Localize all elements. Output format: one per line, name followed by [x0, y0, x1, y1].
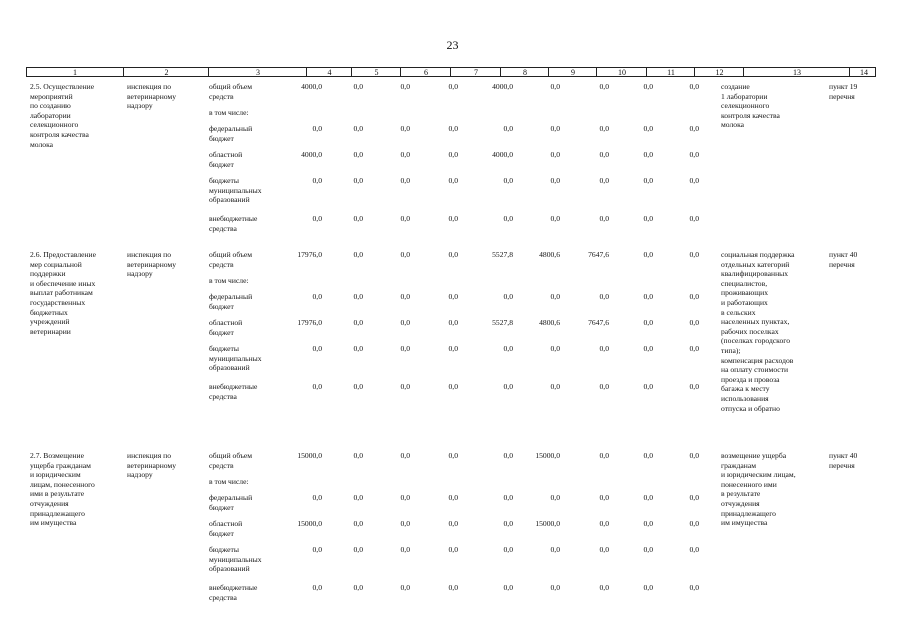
- funding-value: 0,0: [312, 545, 322, 554]
- funding-value: 0,0: [400, 493, 410, 502]
- funding-value: 0,0: [550, 82, 560, 91]
- header-col-1: 1: [73, 68, 77, 77]
- funding-value: 0,0: [599, 344, 609, 353]
- funding-value: 0,0: [353, 250, 363, 259]
- funding-value: 0,0: [503, 292, 513, 301]
- funding-value: 0,0: [353, 451, 363, 460]
- funding-value: 0,0: [643, 519, 653, 528]
- funding-value: 0,0: [643, 292, 653, 301]
- funding-value: 0,0: [643, 214, 653, 223]
- funding-source-label: федеральный бюджет: [209, 493, 253, 512]
- reference: пункт 40 перечня: [829, 250, 858, 269]
- header-col-9: 9: [548, 68, 597, 77]
- funding-value: 0,0: [448, 519, 458, 528]
- funding-value: 0,0: [353, 150, 363, 159]
- funding-value: 0,0: [448, 344, 458, 353]
- funding-value: 0,0: [353, 583, 363, 592]
- funding-value: 0,0: [312, 124, 322, 133]
- funding-source-label: в том числе:: [209, 276, 249, 285]
- header-col-8: 8: [500, 68, 549, 77]
- funding-value: 0,0: [550, 176, 560, 185]
- funding-value: 0,0: [643, 82, 653, 91]
- funding-value: 15000,0: [535, 451, 560, 460]
- funding-value: 0,0: [448, 214, 458, 223]
- funding-value: 0,0: [599, 176, 609, 185]
- funding-value: 0,0: [503, 545, 513, 554]
- header-col-3: 3: [208, 68, 307, 77]
- funding-value: 0,0: [400, 318, 410, 327]
- funding-value: 0,0: [448, 150, 458, 159]
- expected-result: социальная поддержка отдельных категорий квалифицированных специалистов, проживающих и работающих в сельских населенных пунктах, рабочих поселках (поселках городского типа); компенсация расходов на оплату стоимости проезда и провоза багажа к месту использования отпуска и обратно: [721, 250, 795, 413]
- header-col-10: 10: [596, 68, 647, 77]
- funding-value: 4000,0: [301, 150, 322, 159]
- funding-value: 0,0: [400, 250, 410, 259]
- funding-value: 0,0: [312, 176, 322, 185]
- funding-value: 7647,6: [588, 250, 609, 259]
- funding-value: 0,0: [689, 583, 699, 592]
- funding-value: 0,0: [689, 150, 699, 159]
- funding-value: 0,0: [448, 382, 458, 391]
- header-col-7: 7: [450, 68, 501, 77]
- measure-name: 2.6. Предоставление мер социальной поддержки и обеспечение иных выплат работникам государственных бюджетных учреждений ветеринарии: [30, 250, 96, 336]
- funding-value: 0,0: [503, 124, 513, 133]
- funding-value: 0,0: [400, 545, 410, 554]
- funding-source-label: бюджеты муниципальных образований: [209, 176, 262, 205]
- funding-source-label: федеральный бюджет: [209, 124, 253, 143]
- funding-value: 0,0: [550, 344, 560, 353]
- funding-value: 0,0: [689, 214, 699, 223]
- funding-source-label: бюджеты муниципальных образований: [209, 344, 262, 373]
- funding-value: 0,0: [400, 583, 410, 592]
- funding-source-label: внебюджетные средства: [209, 382, 258, 401]
- funding-value: 15000,0: [297, 519, 322, 528]
- funding-value: 0,0: [448, 318, 458, 327]
- funding-value: 0,0: [689, 292, 699, 301]
- funding-source-label: областной бюджет: [209, 318, 243, 337]
- executor: инспекция по ветеринарному надзору: [127, 451, 177, 480]
- header-col-13: 13: [743, 68, 850, 77]
- funding-value: 0,0: [503, 451, 513, 460]
- expected-result: создание 1 лаборатории селекционного контроля качества молока: [721, 82, 780, 130]
- funding-value: 0,0: [312, 493, 322, 502]
- funding-value: 0,0: [448, 583, 458, 592]
- funding-value: 0,0: [312, 214, 322, 223]
- funding-value: 0,0: [550, 545, 560, 554]
- funding-value: 0,0: [353, 176, 363, 185]
- measure-name: 2.7. Возмещение ущерба гражданам и юридическим лицам, понесенного ими в результате отчуждения принадлежащего им имущества: [30, 451, 95, 528]
- funding-value: 0,0: [599, 382, 609, 391]
- funding-source-label: общий объем средств: [209, 250, 253, 269]
- funding-value: 0,0: [312, 292, 322, 301]
- funding-value: 0,0: [503, 344, 513, 353]
- funding-value: 4000,0: [492, 82, 513, 91]
- funding-value: 0,0: [503, 176, 513, 185]
- funding-value: 0,0: [643, 583, 653, 592]
- funding-value: 0,0: [353, 214, 363, 223]
- funding-value: 0,0: [448, 451, 458, 460]
- funding-value: 0,0: [353, 124, 363, 133]
- funding-value: 0,0: [550, 493, 560, 502]
- table-header-row: [26, 67, 876, 77]
- funding-value: 0,0: [599, 292, 609, 301]
- funding-value: 0,0: [550, 583, 560, 592]
- header-col-6: 6: [400, 68, 451, 77]
- executor: инспекция по ветеринарному надзору: [127, 250, 177, 279]
- funding-value: 5527,8: [492, 318, 513, 327]
- funding-value: 0,0: [448, 124, 458, 133]
- executor: инспекция по ветеринарному надзору: [127, 82, 177, 111]
- funding-value: 0,0: [503, 519, 513, 528]
- funding-value: 0,0: [689, 382, 699, 391]
- funding-value: 0,0: [503, 583, 513, 592]
- funding-value: 17976,0: [297, 318, 322, 327]
- funding-source-label: внебюджетные средства: [209, 214, 258, 233]
- header-col-12: 12: [694, 68, 744, 77]
- funding-source-label: в том числе:: [209, 477, 249, 486]
- header-col-11: 11: [646, 68, 695, 77]
- funding-source-label: областной бюджет: [209, 519, 243, 538]
- funding-value: 0,0: [599, 493, 609, 502]
- funding-value: 0,0: [503, 382, 513, 391]
- funding-value: 0,0: [643, 344, 653, 353]
- funding-value: 0,0: [353, 344, 363, 353]
- funding-value: 0,0: [448, 82, 458, 91]
- funding-value: 0,0: [353, 292, 363, 301]
- funding-value: 4000,0: [492, 150, 513, 159]
- funding-value: 0,0: [689, 82, 699, 91]
- funding-value: 7647,6: [588, 318, 609, 327]
- funding-value: 0,0: [599, 150, 609, 159]
- funding-value: 0,0: [643, 493, 653, 502]
- funding-value: 0,0: [353, 82, 363, 91]
- funding-value: 0,0: [689, 493, 699, 502]
- reference: пункт 19 перечня: [829, 82, 858, 101]
- funding-value: 0,0: [448, 493, 458, 502]
- funding-source-label: общий объем средств: [209, 82, 253, 101]
- funding-value: 0,0: [599, 124, 609, 133]
- funding-value: 0,0: [448, 176, 458, 185]
- funding-value: 0,0: [353, 493, 363, 502]
- funding-value: 0,0: [599, 545, 609, 554]
- header-col-14: 14: [849, 68, 878, 77]
- funding-source-label: федеральный бюджет: [209, 292, 253, 311]
- funding-value: 0,0: [643, 545, 653, 554]
- funding-value: 4800,6: [539, 250, 560, 259]
- funding-value: 17976,0: [297, 250, 322, 259]
- funding-value: 0,0: [599, 519, 609, 528]
- funding-value: 0,0: [643, 382, 653, 391]
- funding-value: 5527,8: [492, 250, 513, 259]
- header-col-5: 5: [351, 68, 401, 77]
- funding-value: 0,0: [643, 451, 653, 460]
- funding-value: 0,0: [400, 214, 410, 223]
- funding-value: 0,0: [312, 583, 322, 592]
- funding-value: 0,0: [353, 519, 363, 528]
- funding-source-label: внебюджетные средства: [209, 583, 258, 602]
- funding-value: 0,0: [400, 451, 410, 460]
- funding-value: 0,0: [400, 176, 410, 185]
- funding-value: 0,0: [550, 292, 560, 301]
- funding-value: 15000,0: [535, 519, 560, 528]
- funding-value: 0,0: [503, 214, 513, 223]
- page-number: 23: [446, 38, 459, 52]
- reference: пункт 40 перечня: [829, 451, 858, 470]
- funding-value: 0,0: [400, 82, 410, 91]
- funding-value: 0,0: [689, 545, 699, 554]
- funding-value: 0,0: [550, 150, 560, 159]
- funding-value: 4800,6: [539, 318, 560, 327]
- funding-value: 0,0: [643, 124, 653, 133]
- header-col-4: 4: [306, 68, 352, 77]
- funding-value: 0,0: [353, 382, 363, 391]
- funding-value: 0,0: [689, 318, 699, 327]
- funding-value: 0,0: [400, 382, 410, 391]
- funding-value: 0,0: [689, 124, 699, 133]
- funding-value: 0,0: [400, 519, 410, 528]
- funding-value: 15000,0: [297, 451, 322, 460]
- funding-value: 0,0: [599, 451, 609, 460]
- funding-value: 0,0: [599, 82, 609, 91]
- funding-value: 0,0: [353, 545, 363, 554]
- funding-value: 0,0: [448, 292, 458, 301]
- funding-value: 0,0: [643, 176, 653, 185]
- funding-value: 0,0: [599, 583, 609, 592]
- funding-value: 0,0: [550, 124, 560, 133]
- funding-value: 0,0: [312, 344, 322, 353]
- funding-value: 0,0: [689, 344, 699, 353]
- funding-value: 0,0: [400, 344, 410, 353]
- funding-value: 0,0: [643, 318, 653, 327]
- header-col-2: 2: [123, 68, 209, 77]
- funding-source-label: бюджеты муниципальных образований: [209, 545, 262, 574]
- expected-result: возмещение ущерба гражданам и юридическим лицам, понесенного ими в результате отчуждения принадлежащего им имущества: [721, 451, 796, 528]
- funding-value: 0,0: [353, 318, 363, 327]
- funding-value: 0,0: [448, 250, 458, 259]
- funding-value: 0,0: [400, 124, 410, 133]
- measure-name: 2.5. Осуществление мероприятий по созданию лаборатории селекционного контроля качества молока: [30, 82, 95, 149]
- funding-value: 0,0: [689, 451, 699, 460]
- funding-value: 0,0: [400, 292, 410, 301]
- funding-value: 0,0: [503, 493, 513, 502]
- funding-value: 0,0: [448, 545, 458, 554]
- funding-value: 0,0: [599, 214, 609, 223]
- funding-value: 0,0: [312, 382, 322, 391]
- funding-value: 0,0: [689, 176, 699, 185]
- funding-value: 0,0: [550, 382, 560, 391]
- funding-value: 0,0: [550, 214, 560, 223]
- funding-value: 0,0: [689, 519, 699, 528]
- funding-value: 0,0: [643, 250, 653, 259]
- funding-source-label: в том числе:: [209, 108, 249, 117]
- funding-source-label: областной бюджет: [209, 150, 243, 169]
- funding-source-label: общий объем средств: [209, 451, 253, 470]
- funding-value: 0,0: [689, 250, 699, 259]
- funding-value: 4000,0: [301, 82, 322, 91]
- funding-value: 0,0: [643, 150, 653, 159]
- funding-value: 0,0: [400, 150, 410, 159]
